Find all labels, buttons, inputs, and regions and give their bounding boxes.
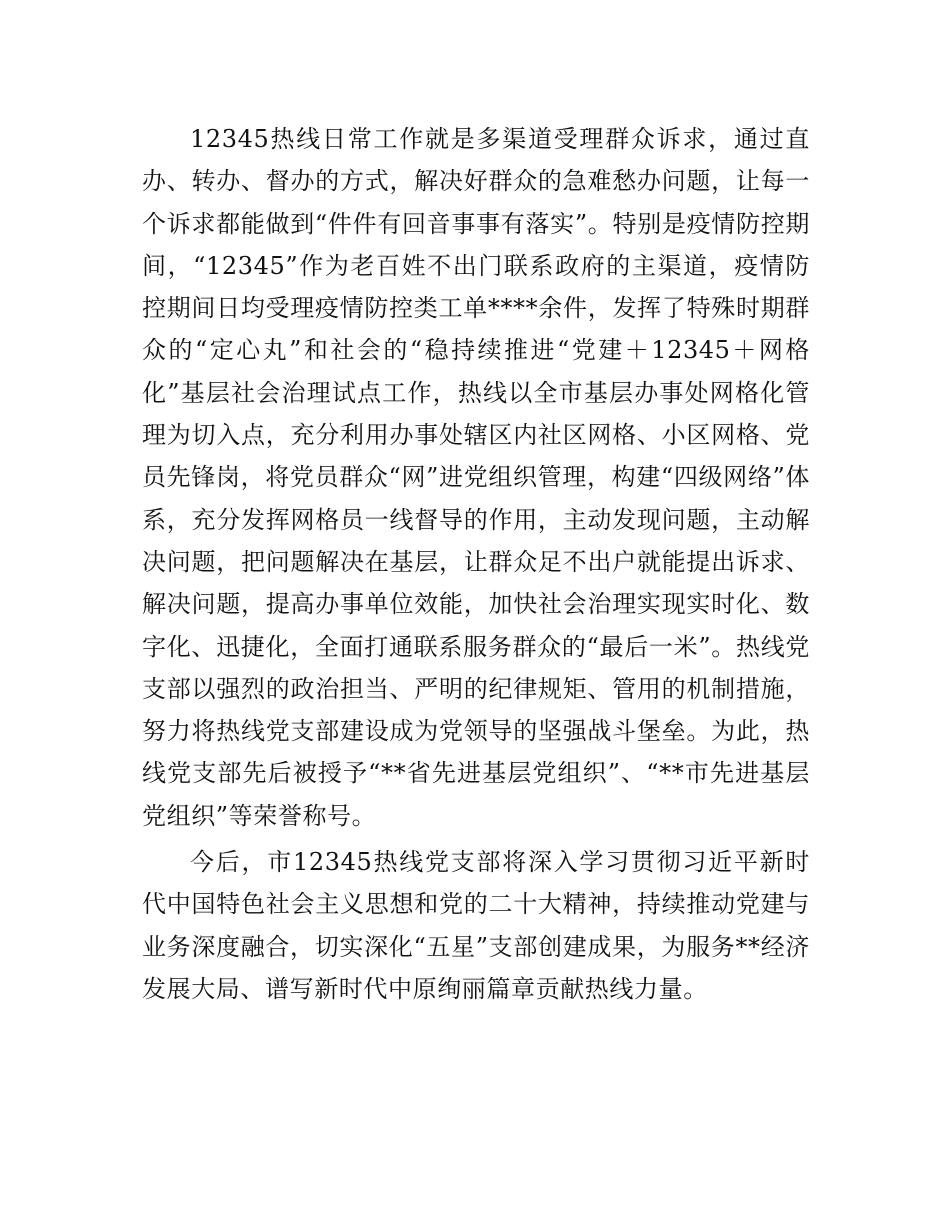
paragraph-hotline-work: 12345热线日常工作就是多渠道受理群众诉求，通过直办、转办、督办的方式，解决好群众的急难愁办问题，让每一个诉求都能做到“件件有回音事事有落实”。特别是疫情防控期间，“12345”作为老百姓不出门联系政府的主渠道，疫情防控期间日均受理疫情防控类工单****余件，发挥了特殊时期群众的“定心丸”和社会的“稳持续推进“党建＋12345＋网格化”基层社会治理试点工作，热线以全市基层办事处网格化管理为切入点，充分利用办事处辖区内社区网格、小区网格、党员先锋岗，将党员群众“网”进党组织管理，构建“四级网络”体系，充分发挥网格员一线督导的作用，主动发现问题，主动解决问题，把问题解决在基层，让群众足不出户就能提出诉求、解决问题，提高办事单位效能，加快社会治理实现实时化、数字化、迅捷化，全面打通联系服务群众的“最后一米”。热线党支部以强烈的政治担当、严明的纪律规矩、管用的机制措施，努力将热线党支部建设成为党领导的坚强战斗堡垒。为此，热线党支部先后被授予“**省先进基层党组织”、“**市先进基层党组织”等荣誉称号。 <box>142 125 810 830</box>
document-body <box>142 118 810 1010</box>
paragraph-future-plan: 今后，市12345热线党支部将深入学习贯彻习近平新时代中国特色社会主义思想和党的二十大精神，持续推动党建与业务深度融合，切实深化“五星”支部创建成果，为服务**经济发展大局、谱写新时代中原绚丽篇章贡献热线力量。 <box>142 848 810 1003</box>
